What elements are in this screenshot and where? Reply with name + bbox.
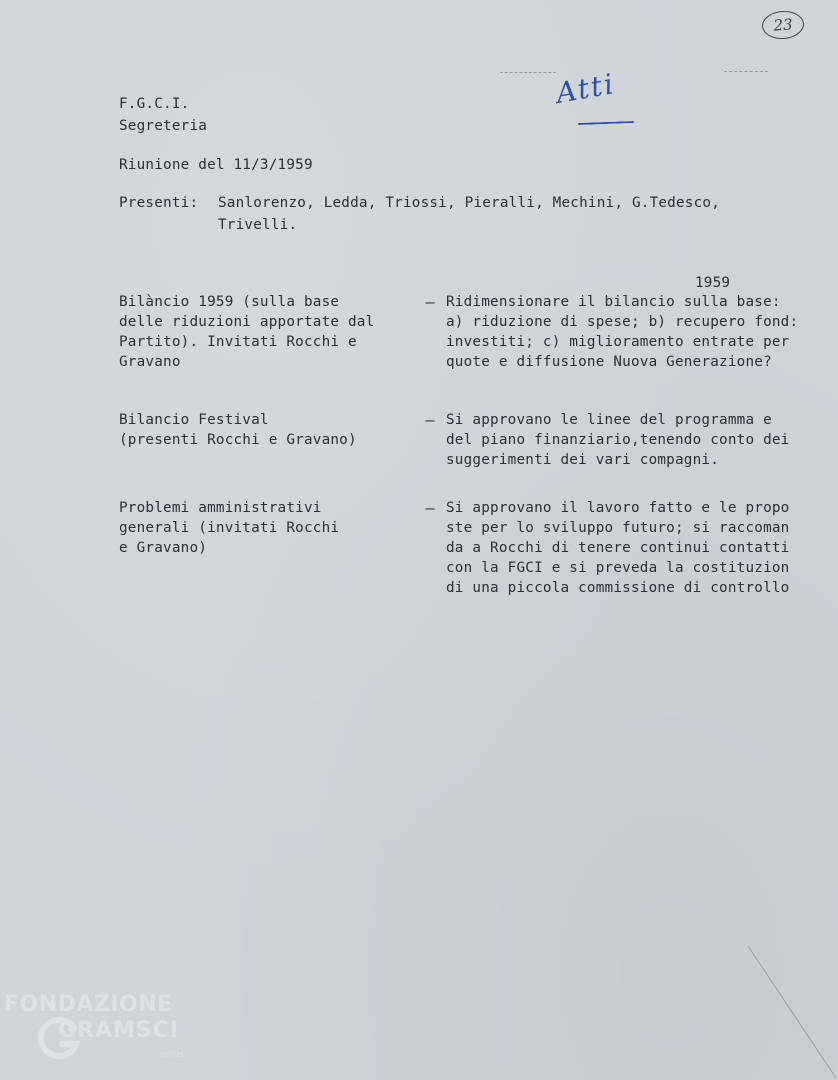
agenda-topic: Bilancio Festival (presenti Rocchi e Gravano) <box>119 412 357 448</box>
item-dash: – <box>425 499 435 517</box>
page-number: 23 <box>761 10 805 41</box>
scan-artifact <box>724 71 768 72</box>
present-label: Presenti: <box>119 195 199 211</box>
handwritten-underline <box>578 121 634 125</box>
agenda-topic: Problemi amministrativi generali (invitati Rocchi e Gravano) <box>119 500 340 556</box>
watermark-logo <box>2 992 212 1072</box>
present-names-line2: Trivelli. <box>218 217 298 233</box>
watermark-line1: FONDAZIONE <box>4 992 173 1017</box>
handwritten-annotation: Atti <box>553 67 618 110</box>
agenda-decision: Si approvano le linee del programma e del piano finanziario,tenendo conto dei suggerimenti dei vari compagni. <box>446 412 790 468</box>
org-name: F.G.C.I. <box>119 96 190 112</box>
scan-artifact <box>500 72 556 73</box>
scan-scratch <box>740 940 838 1080</box>
item-dash: – <box>425 411 435 429</box>
item-dash: – <box>425 293 435 311</box>
decision-note: 1959 <box>695 275 731 291</box>
agenda-decision: Ridimensionare il bilancio sulla base: a) riduzione di spese; b) recupero fond: investiti; c) miglioramento entrate per quote e diffusione Nuova Generazione? <box>446 294 799 370</box>
agenda-topic: Bilàncio 1959 (sulla base delle riduzioni apportate dal Partito). Invitati Rocchi e Gravano <box>119 294 375 370</box>
meeting-title: Riunione del 11/3/1959 <box>119 157 313 173</box>
present-names-line1: Sanlorenzo, Ledda, Triossi, Pieralli, Mechini, G.Tedesco, <box>218 195 721 211</box>
agenda-decision: Si approvano il lavoro fatto e le propo ste per lo sviluppo futuro; si raccoman da a Rocchi di tenere continui contatti con la FGCI e si preveda la costituzion di una piccola commissione di controllo <box>446 500 790 596</box>
office-name: Segreteria <box>119 118 208 134</box>
watermark-line3: onlus <box>160 1050 185 1060</box>
watermark-line2: GRAMSCI <box>58 1018 180 1043</box>
